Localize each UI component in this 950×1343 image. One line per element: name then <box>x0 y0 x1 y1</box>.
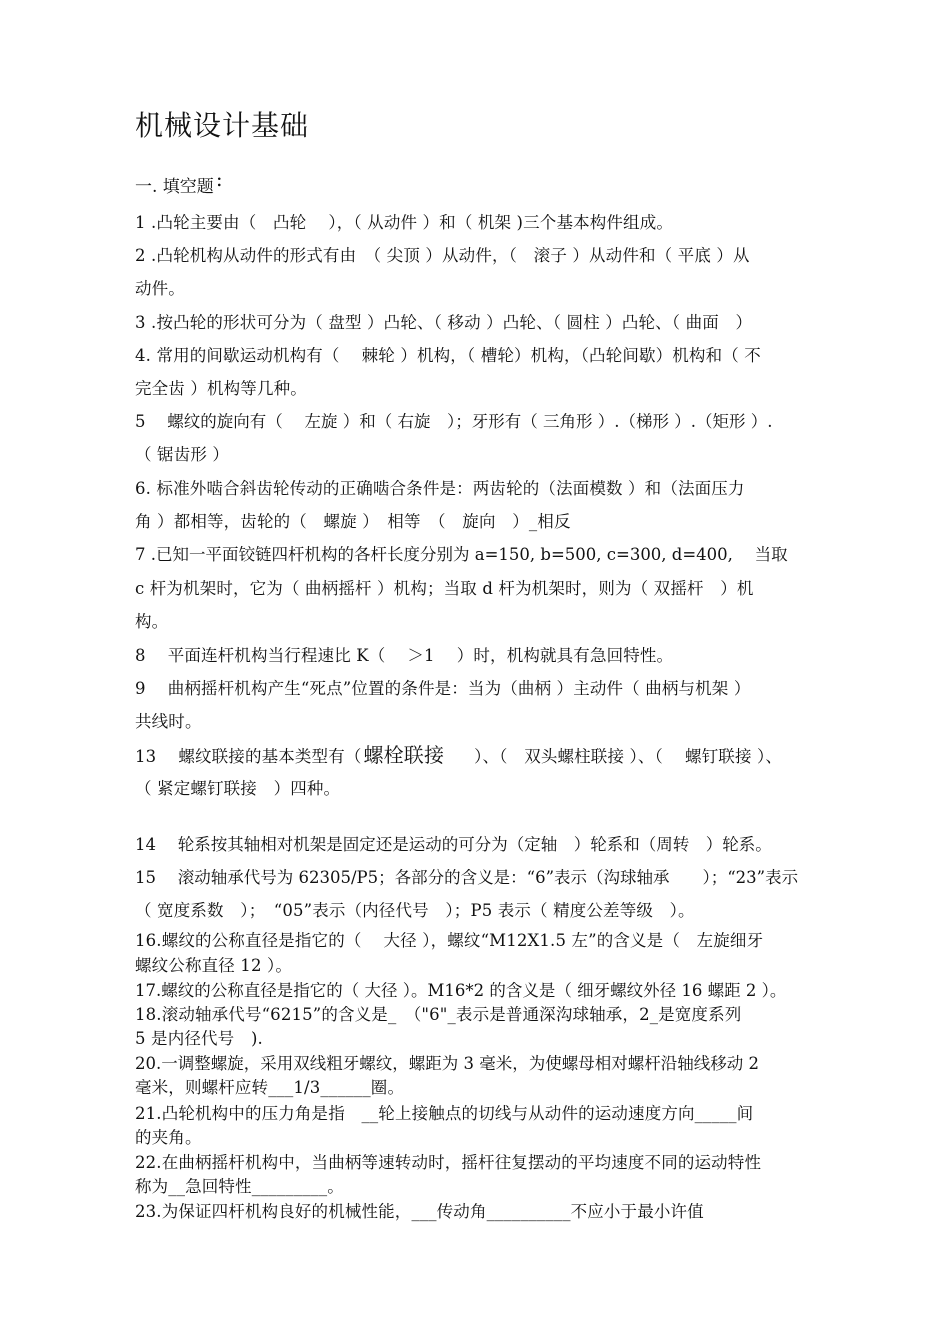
q13-line-1 <box>135 744 782 768</box>
q2-line-2: 动件。 <box>135 279 185 298</box>
q18-line-1: 18.滚动轴承代号“6215”的含义是_ （"6"_表示是普通深沟球轴承，2_是宽度系列 <box>135 1005 742 1024</box>
q23-line: 23.为保证四杆机构良好的机械性能，___传动角__________不应小于最小许值 <box>135 1202 704 1221</box>
q3-line: 3 .按凸轮的形状可分为（ 盘型 ）凸轮、（ 移动 ）凸轮、（ 圆柱 ）凸轮、（ 曲面 ） <box>135 313 753 332</box>
q16-line-1: 16.螺纹的公称直径是指它的（ 大径 ），螺纹“M12X1.5 左”的含义是（ 左旋细牙 <box>135 931 764 950</box>
q4-line-1: 4. 常用的间歇运动机构有（ 棘轮 ）机构，（ 槽轮）机构，（凸轮间歇）机构和（ 不 <box>135 346 761 365</box>
q13-prefix: 13 螺纹联接的基本类型有（ <box>135 747 362 766</box>
q7-line-2: c 杆为机架时，它为（ 曲柄摇杆 ）机构；当取 d 杆为机架时，则为（ 双摇杆 ）机 <box>135 579 754 598</box>
q20-line-2: 毫米，则螺杆应转___1/3______圈。 <box>135 1078 405 1097</box>
q5-line-2: （ 锯齿形 ） <box>135 445 230 464</box>
q1-line: 1 .凸轮主要由（ 凸轮 ），（ 从动件 ）和（ 机架 )三个基本构件组成。 <box>135 213 673 232</box>
q4-line-2: 完全齿 ）机构等几种。 <box>135 379 307 398</box>
q9-line-2: 共线时。 <box>135 712 202 731</box>
q13-line-2: （ 紧定螺钉联接 ）四种。 <box>135 779 341 798</box>
section-title: 一. 填空题 <box>135 177 214 197</box>
q16-line-2: 螺纹公称直径 12 ）。 <box>135 956 293 975</box>
q9-line-1: 9 曲柄摇杆机构产生“死点”位置的条件是：当为（曲柄 ）主动件（ 曲柄与机架 ） <box>135 679 751 698</box>
q22-line-2: 称为__急回特性_________。 <box>135 1177 344 1196</box>
q13-suffix: ）、（ 双头螺柱联接 ）、（ 螺钉联接 ）、 <box>474 747 783 766</box>
page-title: 机械设计基础 <box>135 109 310 142</box>
q5-line-1: 5 螺纹的旋向有（ 左旋 ）和（ 右旋 ）；牙形有（ 三角形 ）.（梯形 ）.（矩形 ）. <box>135 412 773 431</box>
q15-line-1: 15 滚动轴承代号为 62305/P5；各部分的含义是：“6”表示（沟球轴承 ）；“23”表示 <box>135 868 799 887</box>
section-heading <box>135 167 223 197</box>
q18-line-2: 5 是内径代号 ). <box>135 1029 263 1048</box>
q7-line-1: 7 .已知一平面铰链四杆机构的各杆长度分别为 a=150, b=500, c=300, d=400, 当取 <box>135 545 788 564</box>
section-colon: : <box>215 167 223 191</box>
q6-line-1: 6. 标准外啮合斜齿轮传动的正确啮合条件是：两齿轮的（法面模数 ）和（法面压力 <box>135 479 745 498</box>
handwritten-answer: 螺栓联接 <box>363 743 445 767</box>
q2-line-1: 2 .凸轮机构从动件的形式有由 （ 尖顶 ）从动件，（ 滚子 ）从动件和（ 平底 ）从 <box>135 246 750 265</box>
q21-line-2: 的夹角。 <box>135 1128 202 1147</box>
q14-line: 14 轮系按其轴相对机架是固定还是运动的可分为（定轴 ）轮系和（周转 ）轮系。 <box>135 835 772 854</box>
q22-line-1: 22.在曲柄摇杆机构中，当曲柄等速转动时，摇杆往复摆动的平均速度不同的运动特性 <box>135 1153 762 1172</box>
q8-line: 8 平面连杆机构当行程速比 K（ ＞1 ）时，机构就具有急回特性。 <box>135 646 674 665</box>
q20-line-1: 20.一调整螺旋，采用双线粗牙螺纹，螺距为 3 毫米，为使螺母相对螺杆沿轴线移动 2 <box>135 1054 759 1073</box>
q7-line-3: 构。 <box>135 612 169 631</box>
q17-line: 17.螺纹的公称直径是指它的（ 大径 ）。M16*2 的含义是（ 细牙螺纹外径 16 螺距 2 ）。 <box>135 981 787 1000</box>
q15-line-2: （ 宽度系数 ）； “05”表示（内径代号 ）；P5 表示（ 精度公差等级 ）。 <box>135 901 695 920</box>
q21-line-1: 21.凸轮机构中的压力角是指 __轮上接触点的切线与从动件的运动速度方向_____间 <box>135 1104 754 1123</box>
q6-line-2: 角 ）都相等，齿轮的（ 螺旋 ） 相等 （ 旋向 ）_相反 <box>135 512 571 531</box>
